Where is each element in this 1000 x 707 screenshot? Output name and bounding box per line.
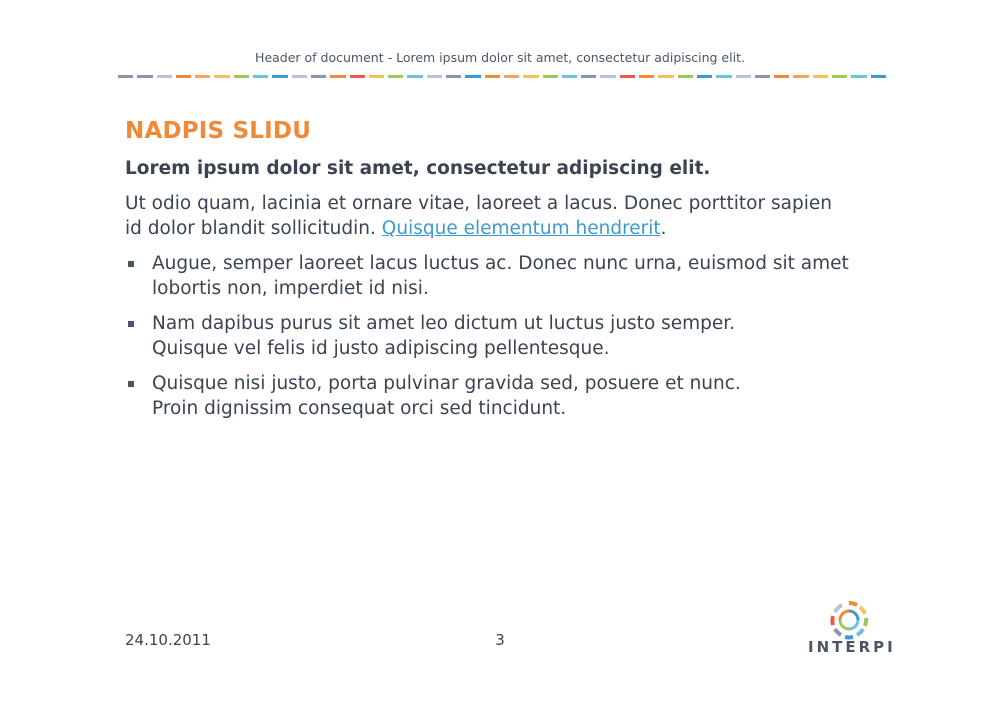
rule-segment: [369, 75, 384, 78]
rule-segment: [176, 75, 191, 78]
bullet-item: [125, 251, 885, 301]
rule-segment: [793, 75, 808, 78]
slide-title: NADPIS SLIDU: [125, 118, 312, 144]
paragraph-line: [125, 216, 885, 241]
rule-segment: [427, 75, 442, 78]
logo-text: INTERPI: [808, 638, 896, 656]
body-paragraph: [125, 191, 885, 241]
bullet-line: Quisque nisi justo, porta pulvinar gravida sed, posuere et nunc.: [152, 373, 741, 394]
rule-segment: [137, 75, 152, 78]
paragraph-end: .: [660, 218, 667, 239]
rule-segment: [388, 75, 403, 78]
bullet-line: Quisque vel felis id justo adipiscing pellentesque.: [152, 338, 610, 359]
rule-segment: [851, 75, 866, 78]
rule-segment: [543, 75, 558, 78]
rule-segment: [292, 75, 307, 78]
rule-segment: [272, 75, 287, 78]
rule-segment: [446, 75, 461, 78]
rule-segment: [678, 75, 693, 78]
rule-segment: [330, 75, 345, 78]
rule-segment: [118, 75, 133, 78]
rule-segment: [581, 75, 596, 78]
rule-segment: [832, 75, 847, 78]
header-divider: [118, 75, 886, 78]
rule-segment: [871, 75, 886, 78]
rule-segment: [485, 75, 500, 78]
rule-segment: [157, 75, 172, 78]
rule-segment: [755, 75, 770, 78]
paragraph-text: id dolor blandit sollicitudin.: [125, 218, 382, 239]
logo-mark-icon: [829, 600, 869, 640]
rule-segment: [562, 75, 577, 78]
document-header: Header of document - Lorem ipsum dolor sit amet, consectetur adipiscing elit.: [255, 50, 745, 65]
rule-segment: [350, 75, 365, 78]
rule-segment: [234, 75, 249, 78]
rule-segment: [504, 75, 519, 78]
rule-segment: [716, 75, 731, 78]
rule-segment: [465, 75, 480, 78]
slide-content: [125, 156, 885, 431]
rule-segment: [736, 75, 751, 78]
bullet-line: Nam dapibus purus sit amet leo dictum ut luctus justo semper.: [152, 313, 736, 334]
rule-segment: [253, 75, 268, 78]
rule-segment: [658, 75, 673, 78]
bullet-item: [125, 371, 885, 421]
bullet-list: [125, 251, 885, 421]
rule-segment: [195, 75, 210, 78]
rule-segment: [311, 75, 326, 78]
page-number: 3: [495, 631, 505, 649]
bullet-line: Proin dignissim consequat orci sed tincidunt.: [152, 398, 567, 419]
rule-segment: [600, 75, 615, 78]
bullet-line: Augue, semper laoreet lacus luctus ac. Donec nunc urna, euismod sit amet: [152, 253, 849, 274]
lead-text: Lorem ipsum dolor sit amet, consectetur adipiscing elit.: [125, 158, 711, 179]
rule-segment: [774, 75, 789, 78]
square-bullet-icon: [128, 381, 134, 387]
rule-segment: [697, 75, 712, 78]
bullet-line: lobortis non, imperdiet id nisi.: [152, 278, 429, 299]
rule-segment: [620, 75, 635, 78]
rule-segment: [407, 75, 422, 78]
rule-segment: [813, 75, 828, 78]
rule-segment: [214, 75, 229, 78]
square-bullet-icon: [128, 321, 134, 327]
interpi-logo: [808, 600, 896, 658]
rule-segment: [523, 75, 538, 78]
bullet-item: [125, 311, 885, 361]
paragraph-link[interactable]: Quisque elementum hendrerit: [381, 218, 661, 239]
square-bullet-icon: [128, 261, 134, 267]
footer-date: 24.10.2011: [125, 631, 211, 649]
rule-segment: [639, 75, 654, 78]
paragraph-line: Ut odio quam, lacinia et ornare vitae, laoreet a lacus. Donec porttitor sapien: [125, 193, 832, 214]
